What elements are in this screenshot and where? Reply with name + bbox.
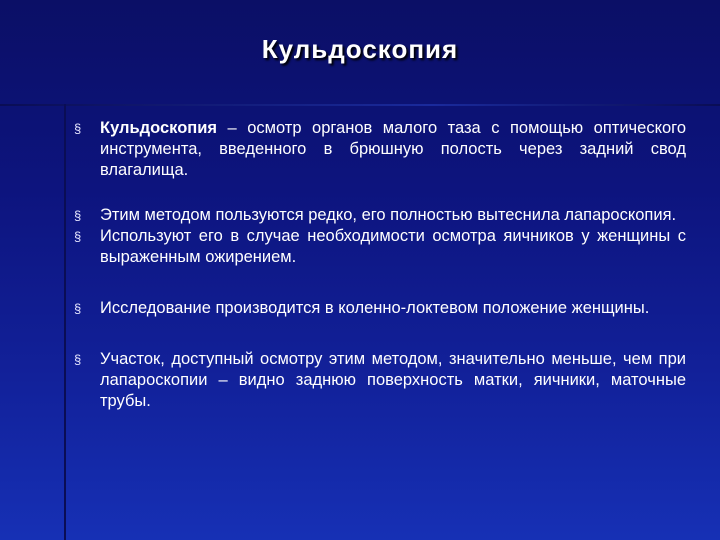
frame-top-line [0, 104, 720, 106]
bullet-lead-term: Кульдоскопия [100, 119, 218, 137]
bullet-marker-icon: § [74, 229, 82, 244]
slide-title: Кульдоскопия [261, 34, 459, 64]
bullet-marker-icon: § [74, 352, 82, 367]
bullet-item [72, 118, 686, 181]
bullet-text: Исследование производится в коленно-локтевом положение женщины. [100, 299, 650, 317]
bullet-list [72, 118, 686, 412]
bullet-text: – осмотр органов малого таза с помощью оптического инструмента, введенного в брюшную полость через задний свод влагалища. [100, 119, 686, 179]
bullet-text: Используют его в случае необходимости осмотра яичников у женщины с выраженным ожирением. [100, 227, 686, 266]
bullet-item [72, 205, 686, 226]
bullet-text: Этим методом пользуются редко, его полностью вытеснила лапароскопия. [100, 206, 677, 224]
frame-left-line [64, 104, 66, 540]
bullet-item [72, 298, 686, 319]
bullet-marker-icon: § [74, 208, 82, 223]
bullet-item [72, 349, 686, 412]
bullet-item [72, 226, 686, 268]
bullet-marker-icon: § [74, 121, 82, 136]
bullet-marker-icon: § [74, 301, 82, 316]
bullet-text: Участок, доступный осмотру этим методом, значительно меньше, чем при лапароскопии – видно заднюю поверхность матки, яичники, маточные трубы. [100, 350, 686, 410]
